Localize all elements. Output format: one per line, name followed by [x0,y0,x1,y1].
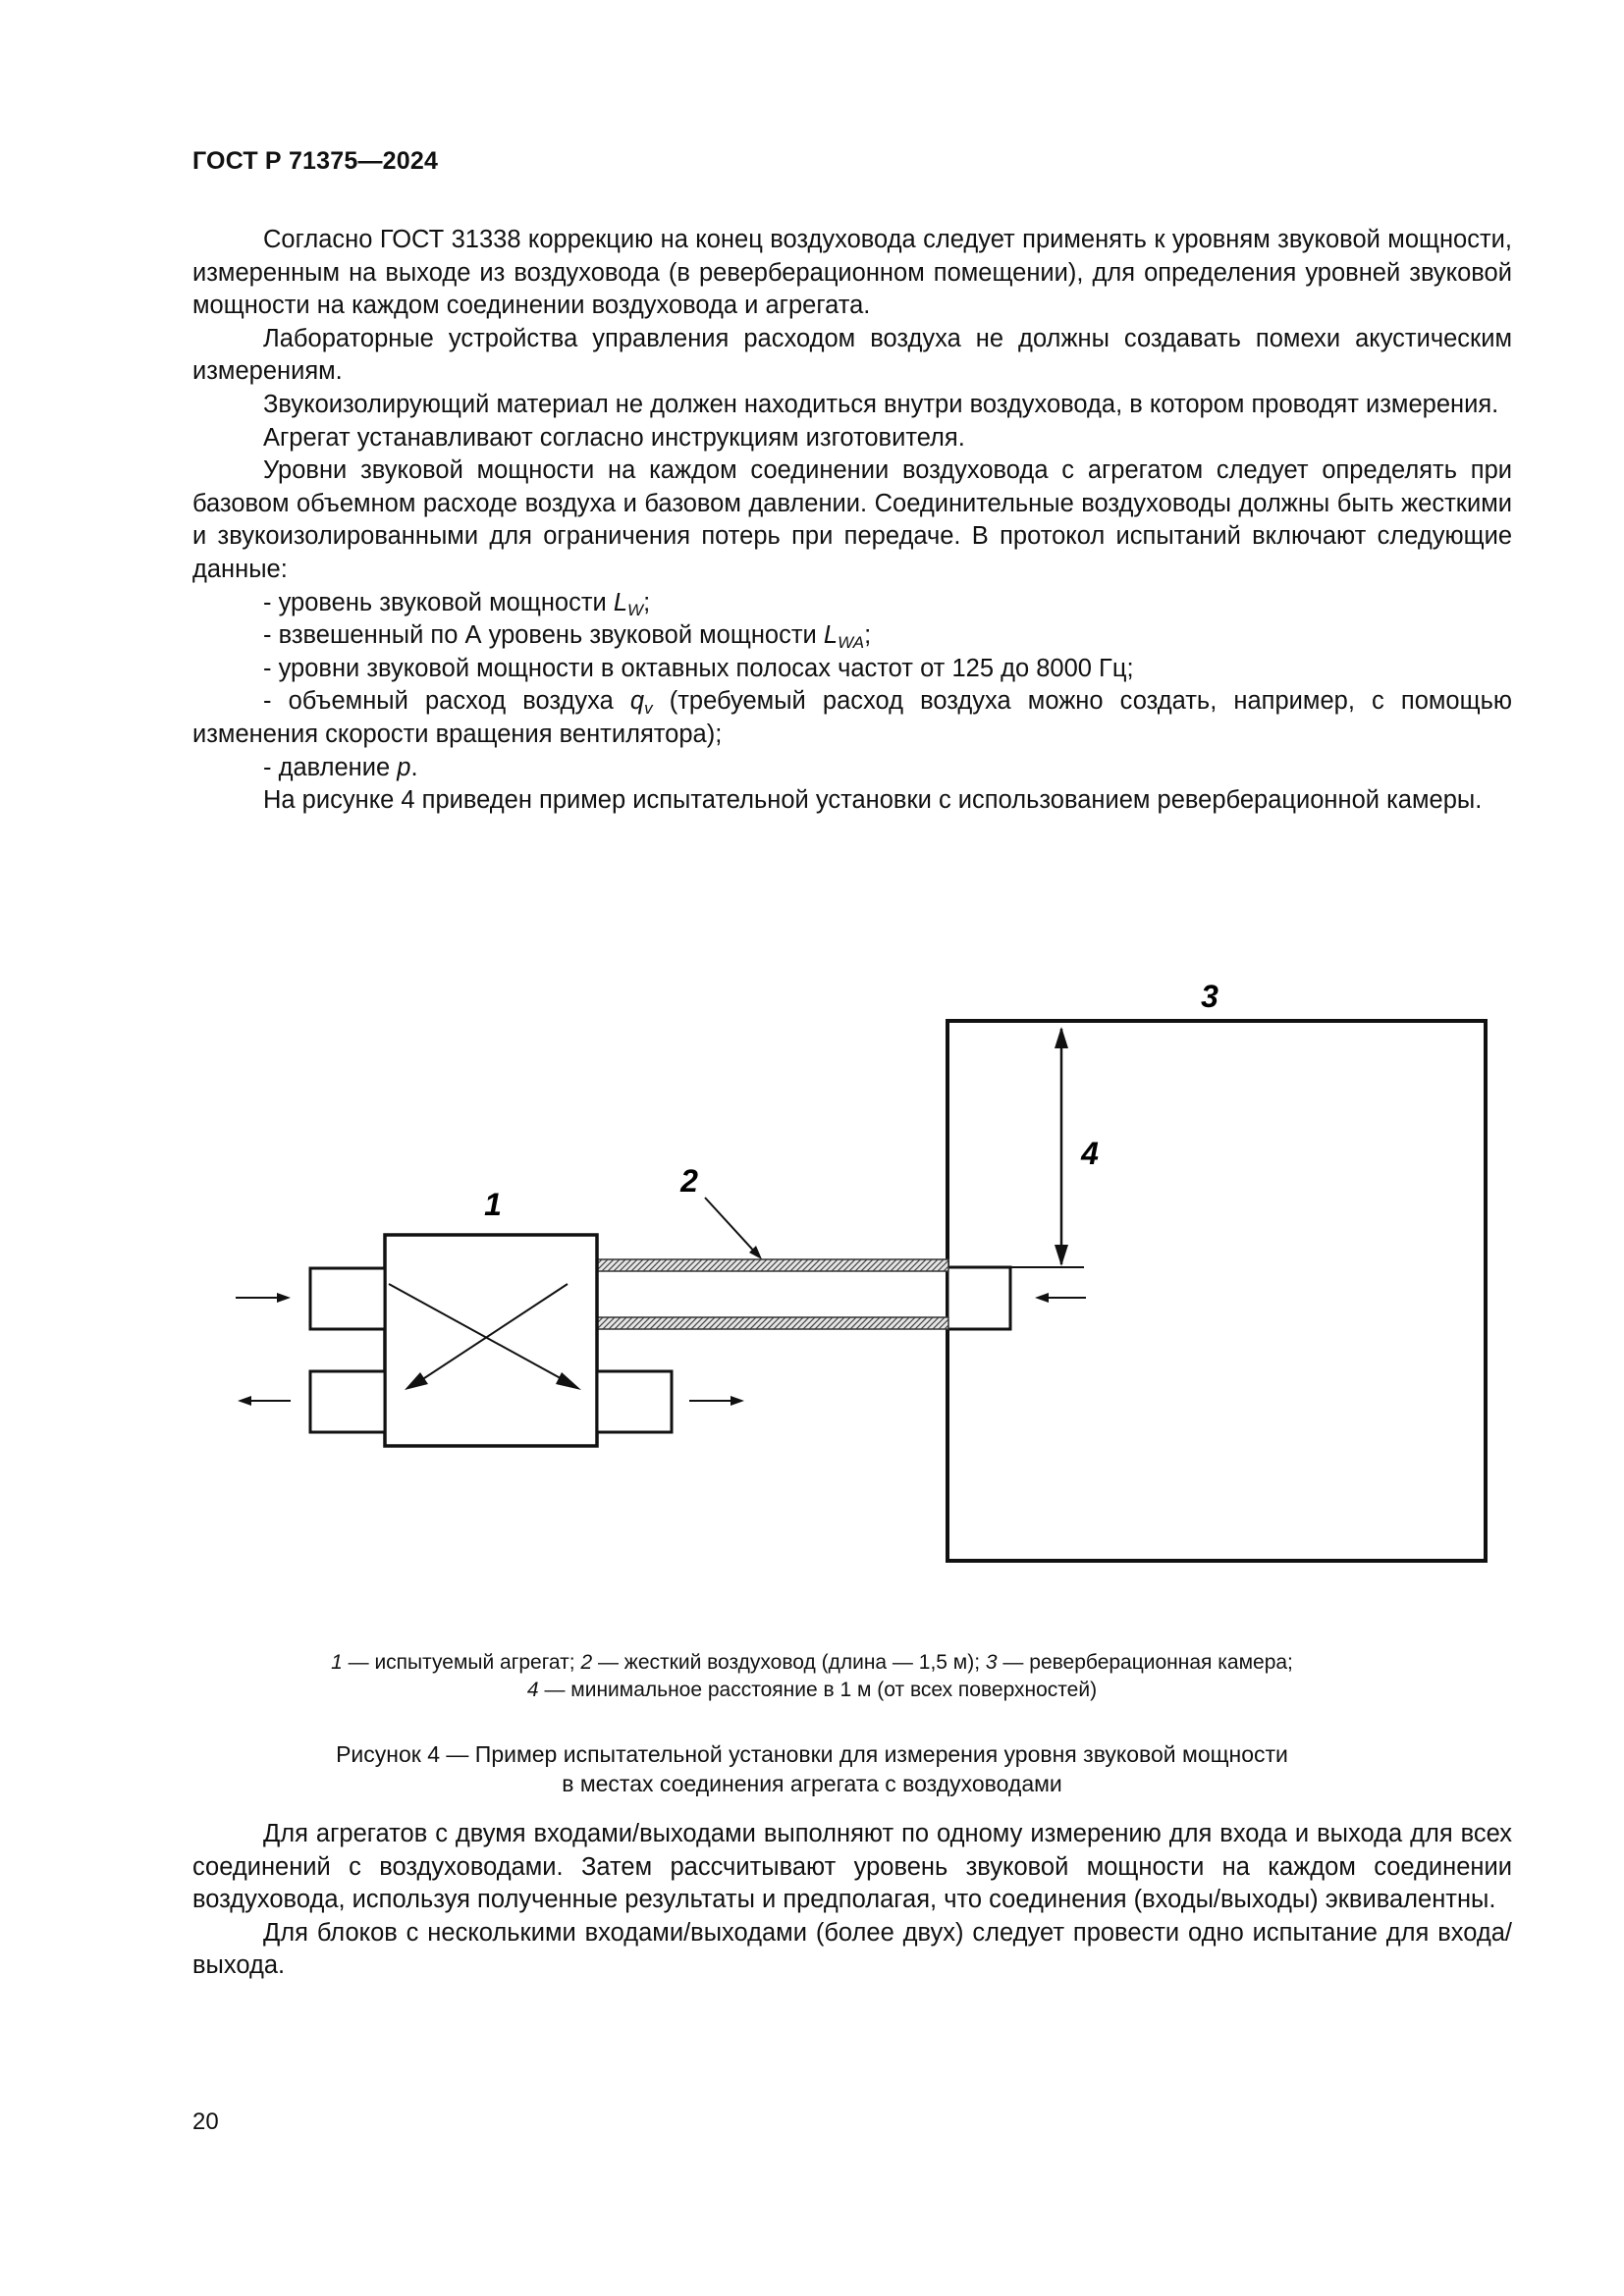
label-unit: 1 [484,1187,502,1222]
distance-arrow-top [1055,1027,1068,1048]
paragraph-insulation: Звукоизолирующий материал не должен находиться внутри воздуховода, в котором проводят измерения. [263,390,1499,418]
list-item-a-weighted: - взвешенный по А уровень звуковой мощности $L_{WA}$; [263,621,872,653]
label-duct: 2 [680,1163,698,1199]
caption-line-1: Рисунок 4 — Пример испытательной установки для измерения уровня звуковой мощности [336,1741,1288,1767]
unit-left-lower-stub [310,1371,385,1432]
document-header: ГОСТ Р 71375—2024 [192,147,439,175]
paragraph-flow-control: Лабораторные устройства управления расходом воздуха не должны создавать помехи акустическим измерениям. [192,324,1512,386]
paragraph-figure-reference: На рисунке 4 приведен пример испытательной установки с использованием реверберационной камеры. [263,786,1483,815]
top-body-text [192,224,1512,818]
list-item-octave-bands: - уровни звуковой мощности в октавных полосах частот от 125 до 8000 Гц; [263,654,1134,682]
bottom-body-text [192,1818,1512,1983]
caption-line-2: в местах соединения агрегата с воздуховодами [562,1771,1062,1796]
label-distance: 4 [1081,1136,1099,1171]
legend-line-2: 4 — минимальное расстояние в 1 м (от всех поверхностей) [526,1679,1098,1701]
outlet-right-arrow-head [731,1396,744,1406]
paragraph-multiple-inlets: Для блоков с несколькими входами/выходами (более двух) следует провести одно испытание для входа/выхода. [192,1918,1512,1980]
inlet-arrow-head [277,1293,291,1303]
chamber-inlet-stub [947,1267,1010,1329]
paragraph-two-inlets: Для агрегатов с двумя входами/выходами выполняют по одному измерению для входа и выхода для всех соединений с воздуховодами. Затем рассчитывают уровень звуковой мощности на каждом соединении воздуховода, используя полученные результаты и предполагая, что соединения (входы/выходы) эквивалентны. [192,1820,1512,1914]
legend-line-1: 1 — испытуемый агрегат; 2 — жесткий воздуховод (длина — 1,5 м); 3 — реверберационная камера; [331,1651,1293,1674]
paragraph-measurement-conditions: Уровни звуковой мощности на каждом соединении воздуховода с агрегатом следует определять при базовом объемном расходе воздуха и базовом давлении. Соединительные воздуховоды должны быть жесткими и звукоизолированными для ограничения потерь при передаче. В протокол испытаний включают следующие данные: [192,456,1512,583]
paragraph-duct-end-correction: Согласно ГОСТ 31338 коррекцию на конец воздуховода следует применять к уровням звуковой мощности, измеренным на выходе из воздуховода (в реверберационном помещении), для определения уровней звуковой мощности на каждом соединении воздуховода и агрегата. [192,226,1512,320]
exhaust-left-arrow-head [238,1396,251,1406]
duct-leader-line [705,1198,758,1255]
label-chamber: 3 [1201,979,1218,1014]
unit-right-lower-stub [597,1371,672,1432]
reverberation-chamber [947,1021,1486,1561]
paragraph-installation: Агрегат устанавливают согласно инструкциям изготовителя. [263,423,965,452]
page-number: 20 [192,2109,219,2135]
rigid-duct-upper-wall [597,1259,948,1271]
unit-left-upper-stub [310,1268,385,1329]
figure-caption [0,1739,1624,1798]
test-setup-diagram [0,942,1624,1590]
list-item-air-flow: - объемный расход воздуха $q_v$ (требуемый расход воздуха можно создать, например, с помощью изменения скорости вращения вентилятора); [192,687,1513,748]
list-item-sound-power: - уровень звуковой мощности $L_W$; [263,588,651,619]
distance-arrow-bottom [1055,1245,1068,1266]
rigid-duct-lower-wall [597,1317,948,1329]
chamber-inlet-arrow-head [1035,1293,1049,1303]
list-item-pressure: - давление p. [263,753,418,781]
figure-legend [0,1649,1624,1704]
